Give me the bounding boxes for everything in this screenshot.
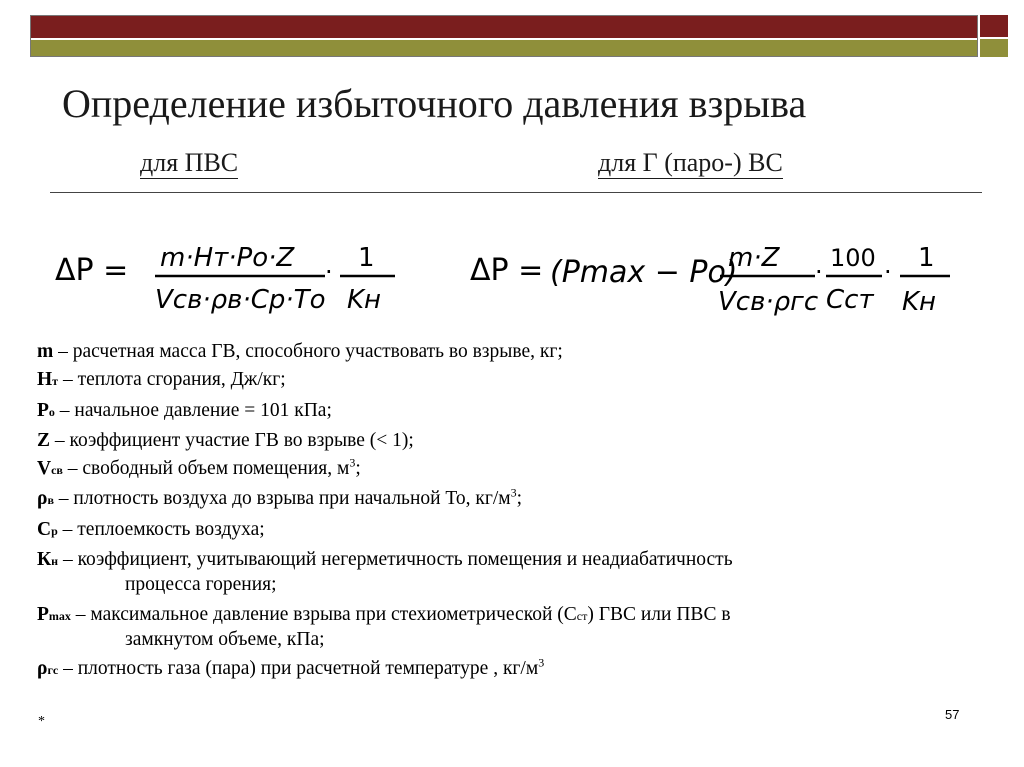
legend-symbol: Р — [37, 399, 49, 421]
legend-continuation: замкнутом объеме, кПа; — [125, 628, 325, 650]
legend-subscript-cst: ст — [576, 608, 588, 623]
formula-gvs-kn: Kн — [902, 287, 937, 317]
legend-item-vsv — [37, 457, 987, 482]
legend-symbol: m — [37, 341, 54, 362]
formula-pvs-one: 1 — [358, 243, 375, 273]
subtitle-gvs — [598, 148, 783, 178]
formula-gvs — [470, 228, 970, 333]
formula-gvs-dot2: · — [884, 258, 892, 286]
subtitle-gvs-text: для Г (паро-) ВС — [598, 148, 783, 177]
legend-text: – теплоемкость воздуха; — [57, 518, 265, 540]
legend-tail: ; — [516, 488, 523, 510]
legend-item-ht — [37, 368, 987, 393]
legend-item-rho-v — [37, 487, 987, 512]
formula-gvs-cst: Cст — [826, 285, 874, 315]
formula-pvs-numerator: m·Hт·Pо·Z — [160, 243, 295, 273]
header-band-olive — [31, 40, 977, 56]
legend-item-kn — [37, 548, 987, 597]
legend-superscript: 3 — [349, 455, 356, 470]
legend-symbol: ρ — [37, 488, 48, 510]
formula-pvs-kn: Kн — [347, 285, 382, 315]
legend-item-z — [37, 429, 987, 452]
legend-text: – плотность воздуха до взрыва при начальной То, кг/м — [53, 488, 511, 510]
legend-symbol: Z — [37, 429, 51, 451]
legend-subscript: гс — [47, 663, 59, 678]
legend-symbol: ρ — [37, 658, 48, 680]
legend-subscript: о — [48, 404, 55, 419]
legend-item-cp — [37, 518, 987, 543]
legend-subscript: в — [47, 493, 54, 508]
subtitle-pvs — [140, 148, 238, 178]
legend-item-pmax — [37, 603, 987, 652]
header-corner-block — [980, 15, 1008, 57]
subtitle-pvs-text: для ПВС — [140, 148, 239, 177]
legend-text: – свободный объем помещения, м — [62, 458, 350, 480]
variable-legend — [37, 340, 987, 688]
legend-symbol: К — [37, 549, 52, 571]
formula-gvs-hundred: 100 — [830, 244, 876, 272]
legend-subscript: max — [48, 608, 71, 623]
legend-symbol: Н — [37, 369, 53, 391]
legend-superscript: 3 — [538, 655, 545, 670]
legend-symbol: V — [37, 458, 52, 480]
legend-superscript: 3 — [510, 485, 517, 500]
legend-text: – расчетная масса ГВ, способного участвовать во взрыве, кг; — [53, 341, 563, 362]
formula-gvs-lhs: ΔP = — [470, 253, 544, 288]
header-band-dark — [31, 16, 977, 38]
formula-gvs-numerator: m·Z — [728, 243, 780, 273]
legend-item-rho-gs — [37, 657, 987, 682]
legend-text: – теплота сгорания, Дж/кг; — [58, 369, 286, 391]
divider-line — [50, 192, 982, 193]
legend-subscript: н — [51, 554, 59, 569]
legend-item-m — [37, 340, 987, 363]
corner-band-olive — [980, 39, 1008, 57]
formula-gvs-denominator: Vсв·ρгс — [718, 287, 819, 317]
formula-gvs-one: 1 — [918, 243, 935, 273]
formula-pvs-denominator: Vсв·ρв·Cр·Tо — [155, 285, 326, 315]
formula-gvs-dot1: · — [815, 258, 823, 286]
corner-band-dark — [980, 15, 1008, 37]
legend-text: – коэффициент участие ГВ во взрыве (< 1); — [50, 429, 414, 451]
legend-subscript: св — [51, 463, 63, 478]
legend-item-po — [37, 399, 987, 424]
footer-mark: * — [38, 714, 45, 729]
legend-continuation: процесса горения; — [125, 574, 277, 596]
legend-text: – начальное давление = 101 кПа; — [54, 399, 332, 421]
header-decor-bar — [30, 15, 978, 57]
legend-subscript: р — [51, 523, 58, 538]
legend-text-2: ) ГВС или ПВС в — [587, 603, 731, 625]
legend-subscript: т — [52, 374, 59, 389]
legend-text: – коэффициент, учитывающий негерметичность помещения и неадиабатичность — [58, 549, 733, 571]
legend-tail: ; — [355, 458, 361, 480]
page-number: 57 — [945, 707, 960, 722]
formula-pvs-lhs: ΔP = — [55, 253, 129, 288]
legend-symbol: С — [37, 518, 52, 540]
formula-gvs-bracket: (Pmax − Pо) — [550, 255, 738, 290]
slide-title: Определение избыточного давления взрыва — [62, 81, 807, 126]
legend-symbol: Р — [37, 603, 49, 625]
legend-text: – плотность газа (пара) при расчетной температуре , кг/м — [58, 658, 539, 680]
formula-pvs — [55, 228, 415, 333]
formula-pvs-dot: · — [325, 258, 333, 286]
legend-text: – максимальное давление взрыва при стехиометрической (С — [70, 603, 577, 625]
